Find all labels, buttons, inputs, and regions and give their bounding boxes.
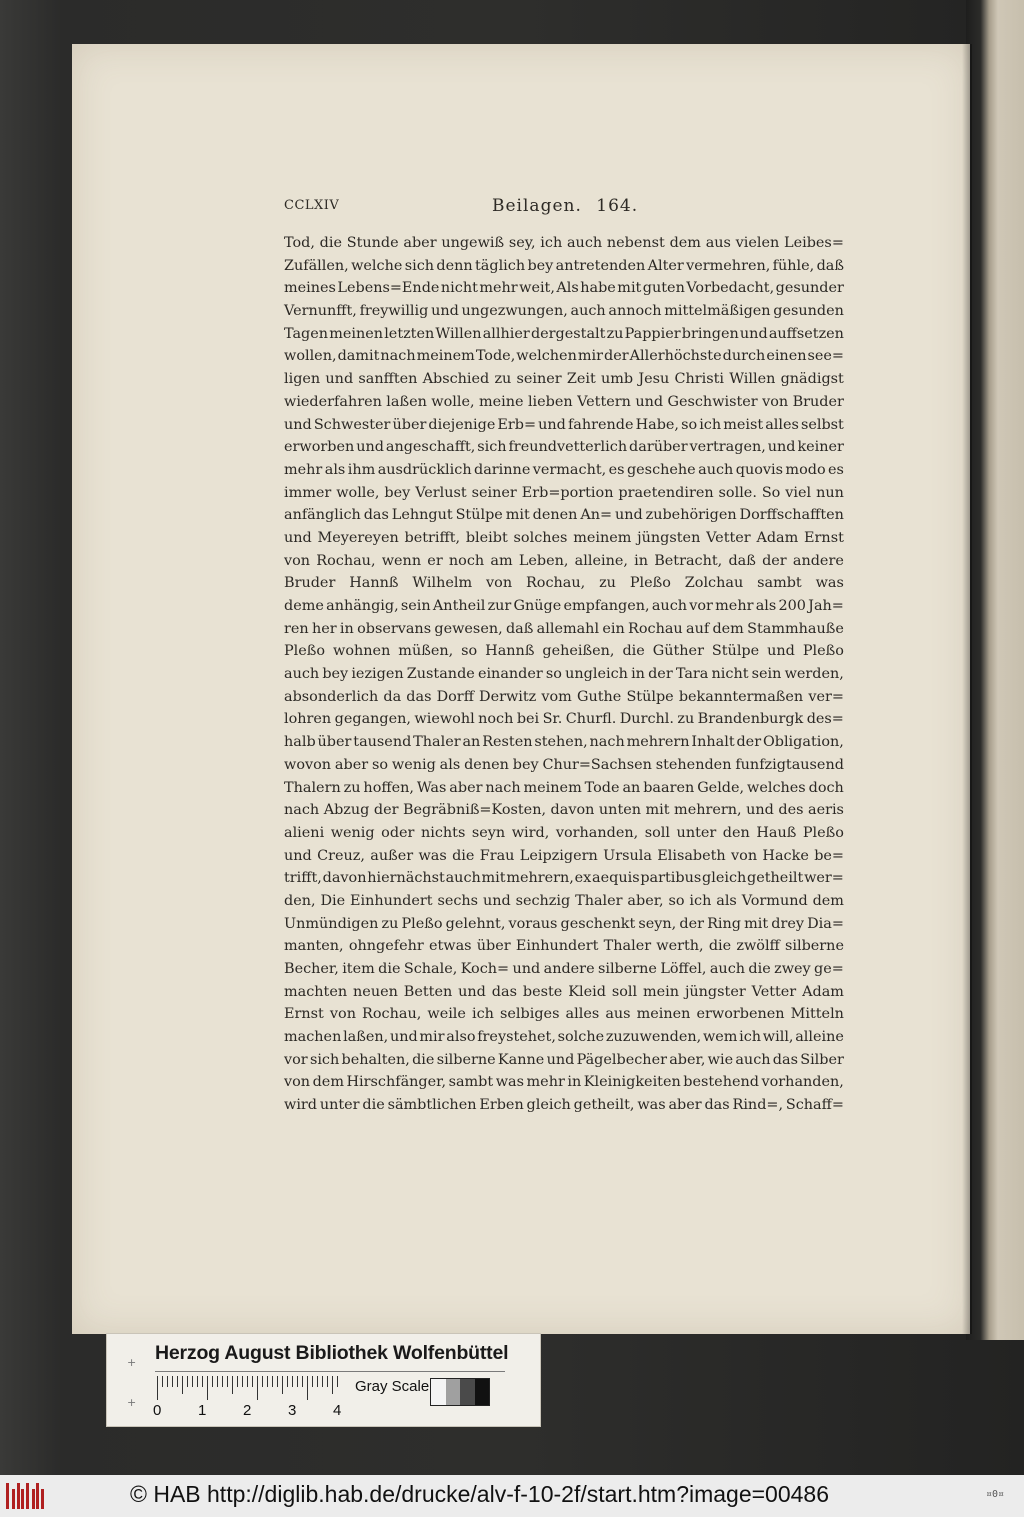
hab-logo-icon xyxy=(6,1483,48,1509)
page-edge-shadow xyxy=(962,44,972,1334)
ruler-tick xyxy=(307,1376,308,1400)
ruler-tick xyxy=(237,1376,238,1387)
text-line: von Rochau, wenn er noch am Leben, alleine, in Betracht, daß der andere xyxy=(284,552,844,569)
logo-bar xyxy=(12,1489,15,1509)
logo-bar xyxy=(36,1483,39,1509)
ruler-tick xyxy=(292,1376,293,1387)
text-line: ligen und sanfften Abschied zu seiner Zeit umb Jesu Christi Willen gnädigst xyxy=(284,371,844,388)
ruler-number: 4 xyxy=(333,1402,342,1419)
ruler-tick xyxy=(277,1376,278,1387)
ruler-tick xyxy=(317,1376,318,1387)
gray-scale-swatch xyxy=(430,1378,490,1406)
ruler-tick xyxy=(332,1376,333,1394)
ruler-tick xyxy=(337,1376,338,1387)
ruler-tick xyxy=(262,1376,263,1387)
text-line: von dem Hirschfänger, sambt was mehr in Kleinigkeiten bestehend vorhanden, xyxy=(284,1074,844,1091)
ruler-tick xyxy=(207,1376,208,1400)
section-title-text: Beilagen. xyxy=(492,196,582,216)
ruler-tick xyxy=(187,1376,188,1387)
body-text xyxy=(284,232,844,1117)
text-line: machen laßen, und mir also freystehet, solche zuzuwenden, wem ich will, alleine xyxy=(284,1029,844,1046)
logo-bar xyxy=(6,1483,9,1509)
registration-mark: + xyxy=(127,1356,137,1369)
ruler-tick xyxy=(327,1376,328,1387)
text-line: Pleßo wohnen müßen, so Hannß geheißen, die Güther Stülpe und Pleßo xyxy=(284,643,844,660)
text-line: Vernunfft, freywillig und ungezwungen, auch annoch mittelmäßigen gesunden xyxy=(284,303,844,320)
ruler-number: 1 xyxy=(198,1402,207,1419)
color-scale-card xyxy=(107,1334,540,1426)
registration-mark: + xyxy=(127,1396,137,1409)
ruler-tick xyxy=(322,1376,323,1387)
text-line: Ernst von Rochau, weile ich selbiges alles aus meinen erworbenen Mitteln xyxy=(284,1006,844,1023)
text-line: auch bey iezigen Zustande einander so ungleich in der Tara nicht sein werden, xyxy=(284,666,844,683)
adjacent-page-edge xyxy=(966,0,1024,1340)
gray-patch xyxy=(460,1379,475,1405)
gray-scale-label: Gray Scale xyxy=(355,1378,430,1395)
footer-bar xyxy=(0,1475,1024,1517)
ruler-number: 2 xyxy=(243,1402,252,1419)
text-line: immer wolle, bey Verlust seiner Erb=portion praetendiren solle. So viel nun xyxy=(284,484,844,501)
ruler-tick xyxy=(197,1376,198,1387)
text-line: meines Lebens=Ende nicht mehr weit, Als habe mit guten Vorbedacht, gesunder xyxy=(284,280,844,297)
ruler-tick xyxy=(252,1376,253,1387)
text-line: vor sich behalten, die silberne Kanne und Pägelbecher aber, wie auch das Silber xyxy=(284,1051,844,1068)
footer-mark: ¤0¤ xyxy=(985,1489,1004,1500)
text-line: Tod, die Stunde aber ungewiß sey, ich auch nebenst dem aus vielen Leibes= xyxy=(284,235,844,251)
section-number: 164. xyxy=(596,196,639,216)
logo-bar xyxy=(17,1483,20,1509)
card-divider xyxy=(155,1371,505,1372)
ruler-tick xyxy=(222,1376,223,1387)
ruler-tick xyxy=(242,1376,243,1387)
footer-url: © HAB http://diglib.hab.de/drucke/alv-f-10-2f/start.htm?image=00486 xyxy=(130,1481,830,1507)
ruler-tick xyxy=(272,1376,273,1387)
gray-patch xyxy=(475,1379,490,1405)
ruler-tick xyxy=(182,1376,183,1394)
ruler-tick xyxy=(312,1376,313,1387)
text-line: nach Abzug der Begräbniß=Kosten, davon unten mit mehrern, und des aeris xyxy=(284,802,844,819)
text-line: wollen, damit nach meinem Tode, welchen mir der Allerhöchste durch einen see= xyxy=(284,348,844,365)
text-line: mehr als ihm ausdrücklich darinne vermacht, es geschehe auch quovis modo es xyxy=(284,461,844,478)
text-line: und Creuz, außer was die Frau Leipzigern Ursula Elisabeth von Hacke be= xyxy=(284,847,844,864)
ruler-tick xyxy=(217,1376,218,1387)
text-line: Unmündigen zu Pleßo gelehnt, voraus geschenkt seyn, der Ring mit drey Dia= xyxy=(284,915,844,932)
text-line: machten neuen Betten und das beste Kleid soll mein jüngster Vetter Adam xyxy=(284,983,844,1000)
library-name: Herzog August Bibliothek Wolfenbüttel xyxy=(155,1342,509,1364)
text-line: und Meyereyen betrifft, bleibt solches meinem jüngsten Vetter Adam Ernst xyxy=(284,529,844,546)
ruler-tick xyxy=(232,1376,233,1394)
logo-bar xyxy=(26,1483,29,1509)
text-line: ren her in observans gewesen, daß allemahl ein Rochau auf dem Stammhauße xyxy=(284,620,844,637)
ruler-tick xyxy=(172,1376,173,1387)
text-line: erworben und angeschafft, sich freundvetterlich darüber vertragen, und keiner xyxy=(284,439,844,456)
text-line: Zufällen, welche sich denn täglich bey antretenden Alter vermehren, fühle, daß xyxy=(284,257,844,274)
text-line: halb über tausend Thaler an Resten stehen, nach mehrern Inhalt der Obligation, xyxy=(284,734,844,751)
ruler-tick xyxy=(202,1376,203,1387)
centimeter-ruler xyxy=(157,1376,339,1400)
text-line: wiederfahren laßen wolle, meine lieben Vettern und Geschwister von Bruder xyxy=(284,393,844,410)
ruler-number: 0 xyxy=(153,1402,162,1419)
ruler-tick xyxy=(167,1376,168,1387)
text-line: Bruder Hannß Wilhelm von Rochau, zu Pleßo Zolchau sambt was xyxy=(284,575,844,592)
page-number-roman: CCLXIV xyxy=(284,198,340,213)
ruler-number: 3 xyxy=(288,1402,297,1419)
logo-bar xyxy=(32,1489,35,1509)
text-line: alieni wenig oder nichts seyn wird, vorhanden, soll unter den Hauß Pleßo xyxy=(284,824,844,841)
text-line: Thalern zu hoffen, Was aber nach meinem Tode an baaren Gelde, welches doch xyxy=(284,779,844,796)
text-line: anfänglich das Lehngut Stülpe mit denen An= und zubehörigen Dorffschafften xyxy=(284,507,844,524)
ruler-tick xyxy=(227,1376,228,1387)
ruler-tick xyxy=(302,1376,303,1387)
text-line: Becher, item die Schale, Koch= und andere silberne Löffel, auch die zwey ge= xyxy=(284,961,844,977)
text-line: trifft, davon hiernächst auch mit mehrern, ex aequis partibus gleich getheilt wer= xyxy=(284,870,844,887)
ruler-tick xyxy=(297,1376,298,1387)
text-line: manten, ohngefehr etwas über Einhundert Thaler werth, die zwölff silberne xyxy=(284,938,844,955)
ruler-tick xyxy=(257,1376,258,1400)
ruler-tick xyxy=(247,1376,248,1387)
ruler-tick xyxy=(267,1376,268,1387)
ruler-tick xyxy=(212,1376,213,1387)
ruler-tick xyxy=(162,1376,163,1387)
text-line: wovon aber so wenig als denen bey Chur=Sachsen stehenden funfzigtausend xyxy=(284,756,844,773)
page-header xyxy=(284,196,840,220)
text-line: deme anhängig, sein Antheil zur Gnüge empfangen, auch vor mehr als 200 Jah= xyxy=(284,598,844,614)
text-line: lohren gegangen, wiewohl noch bei Sr. Churfl. Durchl. zu Brandenburgk des= xyxy=(284,711,844,728)
logo-bar xyxy=(41,1489,44,1509)
text-line: den, Die Einhundert sechs und sechzig Thaler aber, so ich als Vormund dem xyxy=(284,892,844,909)
text-line: absonderlich da das Dorff Derwitz vom Guthe Stülpe bekanntermaßen ver= xyxy=(284,688,844,705)
text-line: Tagen meinen letzten Willen allhier dergestalt zu Pappier bringen und auffsetzen xyxy=(284,325,844,342)
ruler-tick xyxy=(192,1376,193,1387)
text-line: wird unter die sämbtlichen Erben gleich getheilt, was aber das Rind=, Schaff= xyxy=(284,1097,844,1114)
section-title xyxy=(492,196,638,216)
ruler-tick xyxy=(157,1376,158,1400)
logo-bar xyxy=(21,1489,24,1509)
gray-patch xyxy=(431,1379,446,1405)
ruler-numbers xyxy=(153,1402,353,1422)
ruler-tick xyxy=(287,1376,288,1387)
text-line: und Schwester über diejenige Erb= und fahrende Habe, so ich meist alles selbst xyxy=(284,416,844,433)
ruler-tick xyxy=(177,1376,178,1387)
ruler-tick xyxy=(282,1376,283,1394)
gray-patch xyxy=(446,1379,461,1405)
